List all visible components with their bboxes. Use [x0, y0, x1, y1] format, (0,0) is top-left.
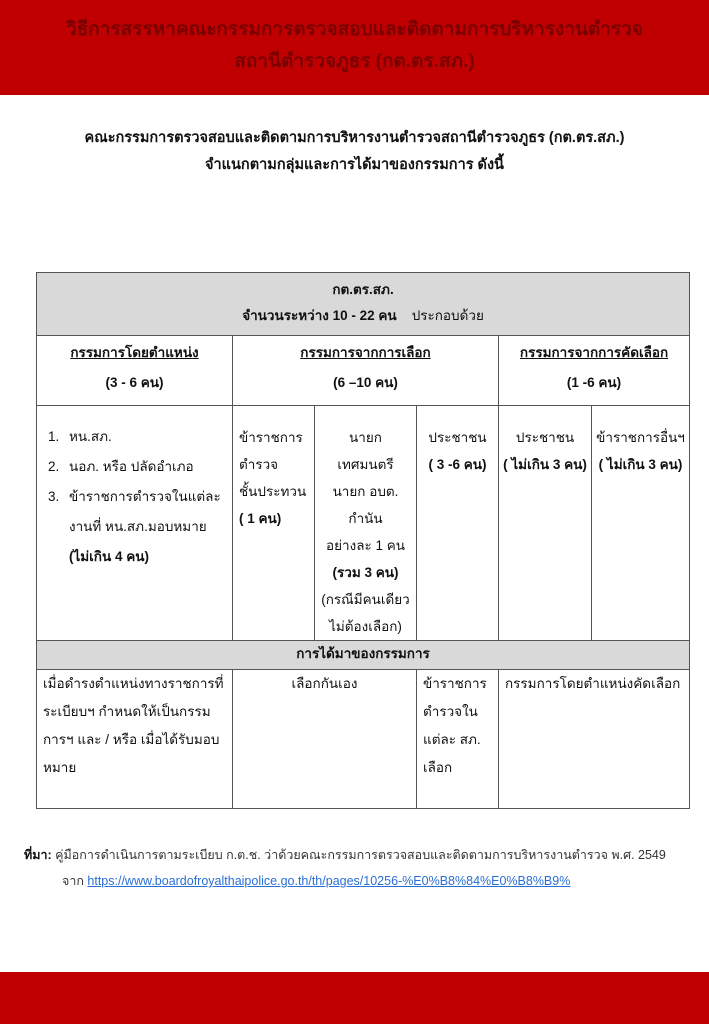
source-label: ที่มา: [24, 848, 52, 862]
source-text: คู่มือการดำเนินการตามระเบียบ ก.ต.ช. ว่าด้วยคณะกรรมการตรวจสอบและติดตามการบริหารงานตำรวจ พ.ศ. 2549 [55, 848, 666, 862]
note: (กรณีมีคนเดียว ไม่ต้องเลือก) [321, 592, 410, 634]
list-item: 3. ข้าราชการตำรวจในแต่ละงานที่ หน.สภ.มอบหมาย (ไม่เกิน 4 คน) [63, 482, 228, 572]
acquisition-elected: เลือกกันเอง [233, 670, 417, 809]
count: (รวม 3 คน) [332, 565, 399, 580]
title-line-2: สถานีตำรวจภูธร (กต.ตร.สภ.) [234, 51, 475, 72]
title-banner [0, 0, 709, 95]
ex-officio-members [37, 406, 233, 641]
group-selected-header [499, 336, 690, 406]
acquisition-public: ข้าราชการตำรวจในแต่ละ สภ. เลือก [417, 670, 499, 809]
title-line-1: วิธีการสรรหาคณะกรรมการตรวจสอบและติดตามการบริหารงานตำรวจ [66, 19, 643, 40]
group-name: กรรมการโดยตำแหน่ง [70, 345, 199, 360]
count: ( ไม่เกิน 3 คน) [598, 457, 683, 472]
intro-line-2: จำแนกตามกลุ่มและการได้มาของกรรมการ ดังนี้ [205, 157, 504, 173]
table-title: กต.ตร.สภ. [332, 282, 394, 297]
acquisition-ex-officio: เมื่อดำรงตำแหน่งทางราชการที่ระเบียบฯ กำหนดให้เป็นกรรมการฯ และ / หรือ เมื่อได้รับมอบหมาย [37, 670, 233, 809]
intro-line-1: คณะกรรมการตรวจสอบและติดตามการบริหารงานตำรวจสถานีตำรวจภูธร (กต.ตร.สภ.) [84, 130, 625, 146]
source-link[interactable]: https://www.boardofroyalthaipolice.go.th/th/pages/10256-%E0%B8%84%E0%B8%B9% [87, 874, 571, 888]
selected-other-officials: ข้าราชการอื่นฯ ( ไม่เกิน 3 คน) [592, 406, 690, 641]
list-item: 1. หน.สภ. [63, 422, 228, 452]
table-header [37, 273, 690, 336]
elected-local-leaders: นายกเทศมนตรี นายก อบต. กำนัน อย่างละ 1 คน (รวม 3 คน) (กรณีมีคนเดียว ไม่ต้องเลือก) [315, 406, 417, 641]
source-from: จาก [62, 874, 84, 888]
group-name: กรรมการจากการเลือก [300, 345, 431, 360]
limit: (ไม่เกิน 4 คน) [69, 549, 149, 564]
footer-banner [0, 972, 709, 1024]
selected-public: ประชาชน ( ไม่เกิน 3 คน) [499, 406, 592, 641]
committee-table [36, 272, 690, 809]
count: ( 3 -6 คน) [428, 457, 487, 472]
list-item: 2. นอภ. หรือ ปลัดอำเภอ [63, 452, 228, 482]
group-count: (3 - 6 คน) [105, 375, 164, 390]
elected-public: ประชาชน ( 3 -6 คน) [417, 406, 499, 641]
source-note [24, 842, 666, 894]
count: ( ไม่เกิน 3 คน) [503, 457, 587, 472]
member-count: จำนวนระหว่าง 10 - 22 คน [242, 308, 397, 323]
acquisition-selected: กรรมการโดยตำแหน่งคัดเลือก [499, 670, 690, 809]
group-ex-officio-header [37, 336, 233, 406]
acquisition-header: การได้มาของกรรมการ [37, 641, 690, 670]
group-count: (6 –10 คน) [333, 375, 398, 390]
group-elected-header [233, 336, 499, 406]
count: ( 1 คน) [239, 511, 282, 526]
group-name: กรรมการจากการคัดเลือก [519, 345, 669, 360]
member-count-suffix: ประกอบด้วย [411, 308, 484, 323]
elected-police: ข้าราชการ ตำรวจ ชั้นประทวน ( 1 คน) [233, 406, 315, 641]
group-count: (1 -6 คน) [566, 375, 622, 390]
intro [0, 125, 709, 179]
